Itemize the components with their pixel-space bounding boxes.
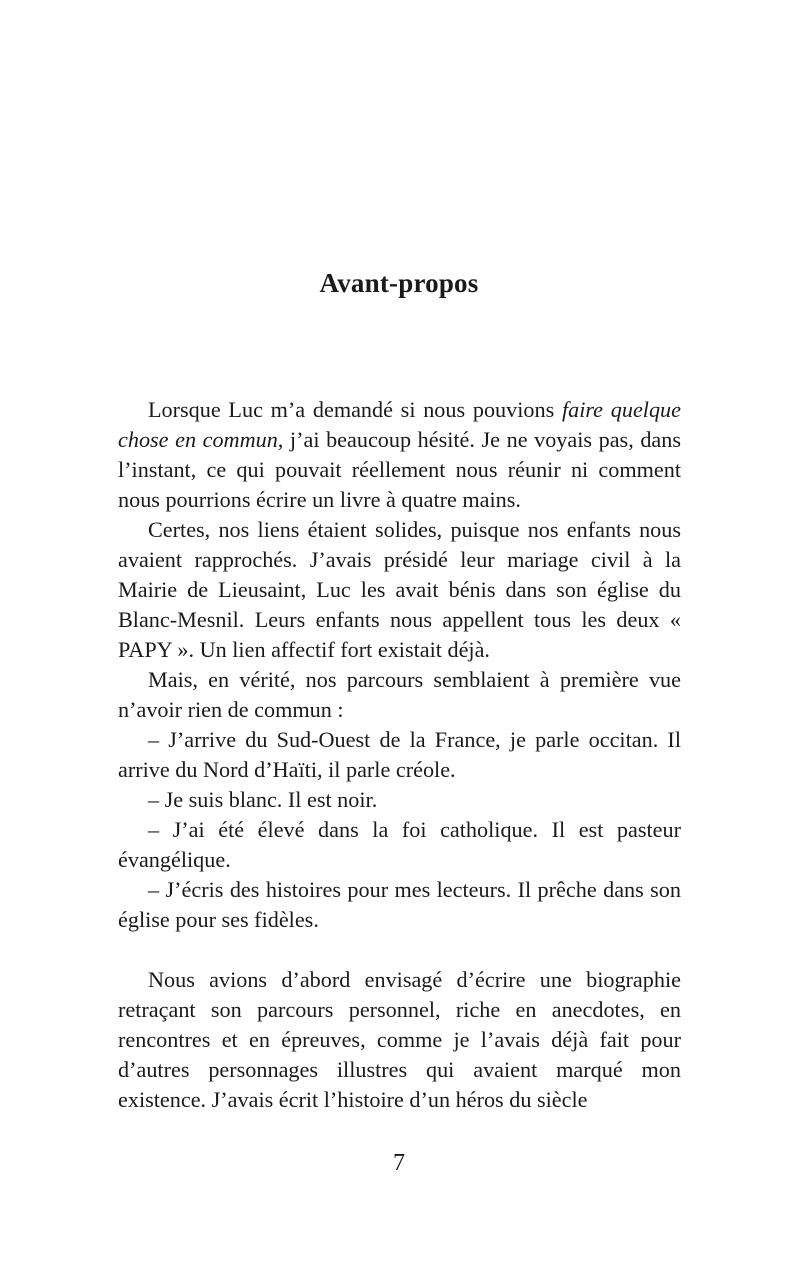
chapter-title: Avant-propos xyxy=(319,268,479,298)
paragraph-3: Mais, en vérité, nos parcours semblaient à première vue n’avoir rien de commun : xyxy=(118,667,681,722)
paragraph-2: Certes, nos liens étaient solides, puisque nos enfants nous avaient rapprochés. J’avais présidé leur mariage civil à la Mairie de Lieusaint, Luc les avait bénis dans son église du Blanc-Mesnil. Leurs enfants nous appellent tous les deux « PAPY ». Un lien affectif fort existait déjà. xyxy=(118,517,681,662)
list-item-1: – J’arrive du Sud-Ouest de la France, je parle occitan. Il arrive du Nord d’Haïti, il parle créole. xyxy=(118,727,681,782)
list-item-4: – J’écris des histoires pour mes lecteurs. Il prêche dans son église pour ses fidèles. xyxy=(118,877,681,932)
paragraph-1-italic: faire quelque chose en commun, xyxy=(118,397,681,452)
paragraph-1-text-start: Lorsque Luc m’a demandé si nous pouvions xyxy=(148,397,562,422)
body-text xyxy=(118,395,681,1115)
list-item-2: – Je suis blanc. Il est noir. xyxy=(148,787,378,812)
paragraph-1 xyxy=(118,395,681,515)
page-number: 7 xyxy=(393,1150,405,1176)
list-item-3: – J’ai été élevé dans la foi catholique. Il est pasteur évangélique. xyxy=(118,817,681,872)
paragraph-4: Nous avions d’abord envisagé d’écrire une biographie retraçant son parcours personnel, riche en anecdotes, en rencontres et en épreuves, comme je l’avais déjà fait pour d’autres personnages illustres qui avaient marqué mon existence. J’avais écrit l’histoire d’un héros du siècle xyxy=(118,967,681,1112)
paragraph-1-text-end: j’ai beaucoup hésité. Je ne voyais pas, dans l’instant, ce qui pouvait réellement nous réunir ni comment nous pourrions écrire un livre à quatre mains. xyxy=(118,427,681,512)
